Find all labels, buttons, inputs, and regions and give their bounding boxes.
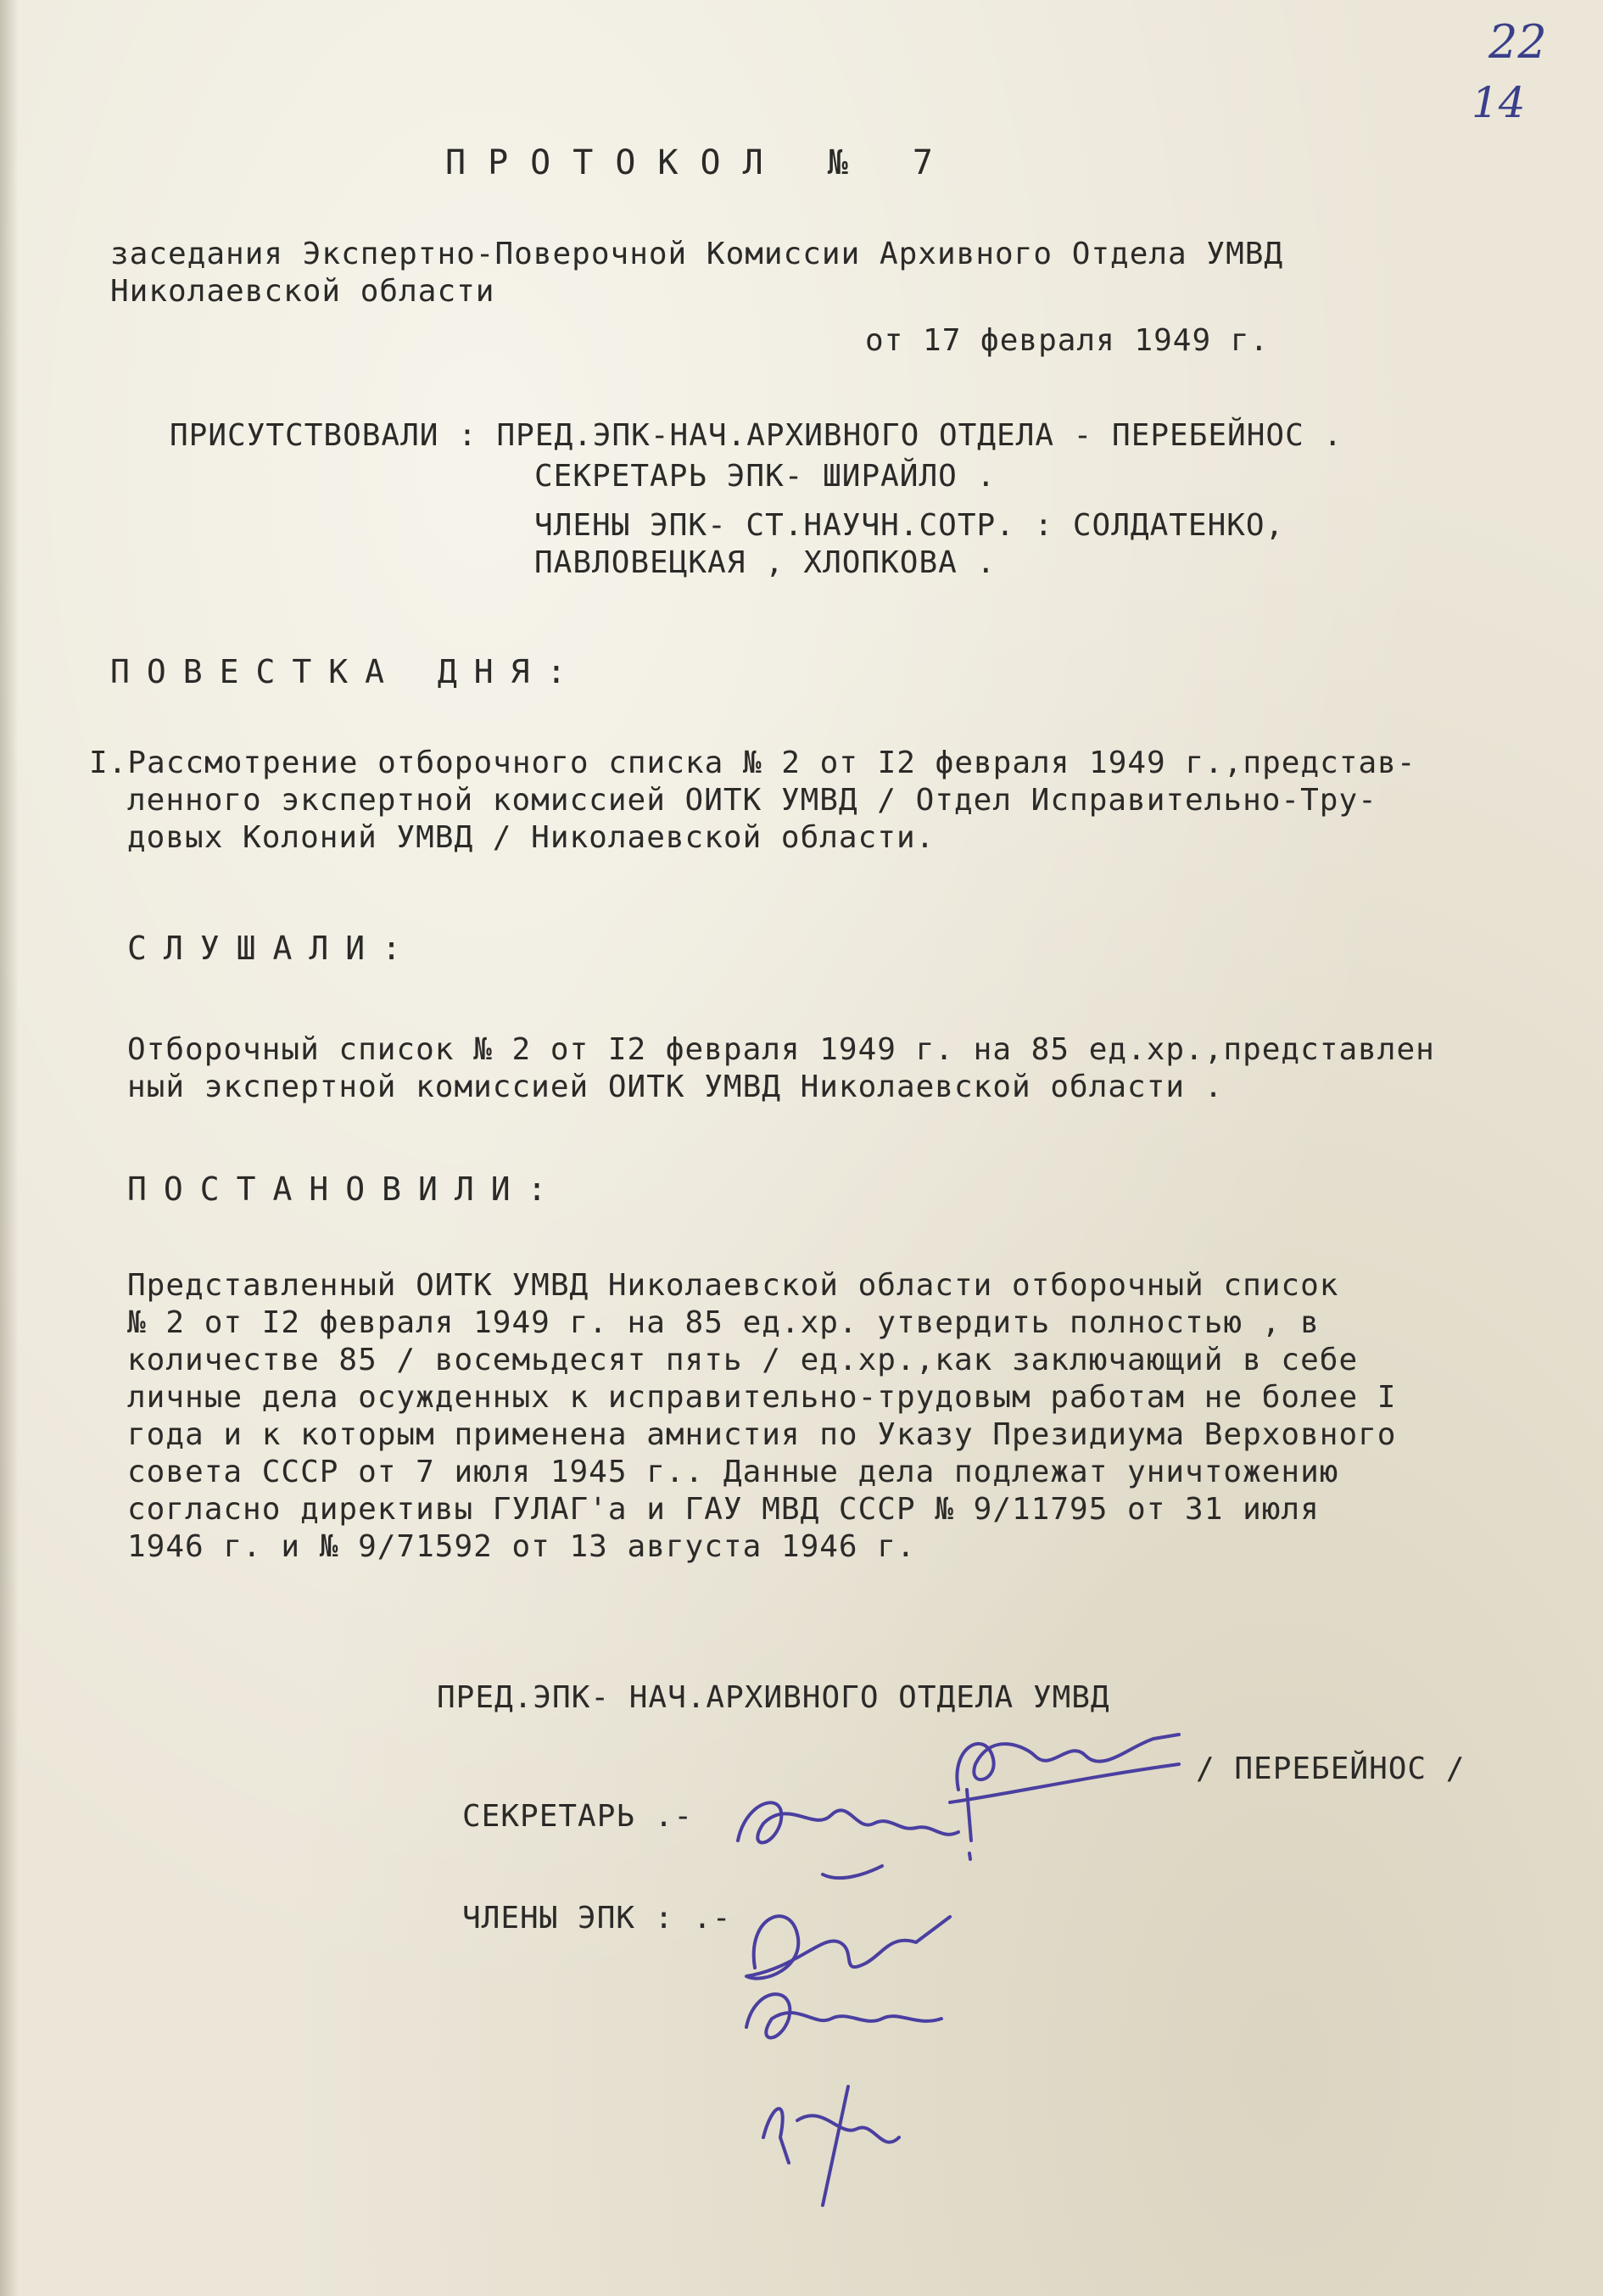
secretary-label: СЕКРЕТАРЬ .- bbox=[462, 1799, 694, 1834]
protocol-subtitle-line2: Николаевской области bbox=[110, 274, 495, 309]
resolved-line: личные дела осужденных к исправительно-трудовым работам не более I bbox=[127, 1380, 1397, 1415]
agenda-item-line2: ленного экспертной комиссией ОИТК УМВД / Отдел Исправительно-Тру- bbox=[127, 783, 1377, 818]
attendees-line1: ПРИСУТСТВОВАЛИ : ПРЕД.ЭПК-НАЧ.АРХИВНОГО ОТДЕЛА - ПЕРЕБЕЙНОС . bbox=[170, 418, 1343, 453]
agenda-item-line1: I.Рассмотрение отборочного списка № 2 от I2 февраля 1949 г.,представ- bbox=[89, 746, 1416, 780]
archive-sheet-number-bottom: 14 bbox=[1472, 78, 1526, 127]
resolved-line: № 2 от I2 февраля 1949 г. на 85 ед.хр. утвердить полностью , в bbox=[127, 1305, 1320, 1340]
resolved-line: совета СССР от 7 июля 1945 г.. Данные дела подлежат уничтожению bbox=[127, 1455, 1339, 1489]
agenda-heading: ПОВЕСТКА ДНЯ: bbox=[110, 653, 584, 690]
protocol-title: ПРОТОКОЛ № 7 bbox=[445, 143, 955, 182]
resolved-line: года и к которым применена амнистия по Указу Президиума Верховного bbox=[127, 1417, 1397, 1452]
resolved-line: количестве 85 / восемьдесят пять / ед.хр.,как заключающий в себе bbox=[127, 1343, 1359, 1377]
heard-line1: Отборочный список № 2 от I2 февраля 1949 г. на 85 ед.хр.,представлен bbox=[127, 1032, 1435, 1067]
members-signatures bbox=[695, 1883, 1001, 2256]
resolved-line: Представленный ОИТК УМВД Николаевской области отборочный список bbox=[127, 1268, 1339, 1303]
protocol-subtitle-line1: заседания Экспертно-Поверочной Комиссии Архивного Отдела УМВД bbox=[110, 237, 1284, 271]
heard-heading: СЛУШАЛИ: bbox=[127, 930, 419, 967]
resolved-line: 1946 г. и № 9/71592 от 13 августа 1946 г. bbox=[127, 1529, 916, 1564]
chair-name: / ПЕРЕБЕЙНОС / bbox=[1196, 1751, 1466, 1786]
members-label: ЧЛЕНЫ ЭПК : .- bbox=[462, 1901, 732, 1936]
chair-title: ПРЕД.ЭПК- НАЧ.АРХИВНОГО ОТДЕЛА УМВД bbox=[437, 1680, 1110, 1715]
agenda-item-line3: довых Колоний УМВД / Николаевской области. bbox=[127, 820, 936, 855]
attendees-line3: ЧЛЕНЫ ЭПК- СТ.НАУЧН.СОТР. : СОЛДАТЕНКО, bbox=[534, 508, 1285, 543]
secretary-signature bbox=[712, 1747, 1018, 1891]
resolved-line: согласно директивы ГУЛАГ'а и ГАУ МВД СССР № 9/11795 от 31 июля bbox=[127, 1492, 1320, 1527]
heard-line2: ный экспертной комиссией ОИТК УМВД Николаевской области . bbox=[127, 1070, 1224, 1104]
archive-sheet-number-top: 22 bbox=[1488, 15, 1547, 69]
attendees-line4: ПАВЛОВЕЦКАЯ , ХЛОПКОВА . bbox=[534, 545, 997, 580]
page-edge-shadow bbox=[0, 0, 19, 2296]
resolved-heading: ПОСТАНОВИЛИ: bbox=[127, 1170, 564, 1208]
attendees-line2: СЕКРЕТАРЬ ЭПК- ШИРАЙЛО . bbox=[534, 459, 997, 494]
protocol-date: от 17 февраля 1949 г. bbox=[865, 323, 1270, 358]
